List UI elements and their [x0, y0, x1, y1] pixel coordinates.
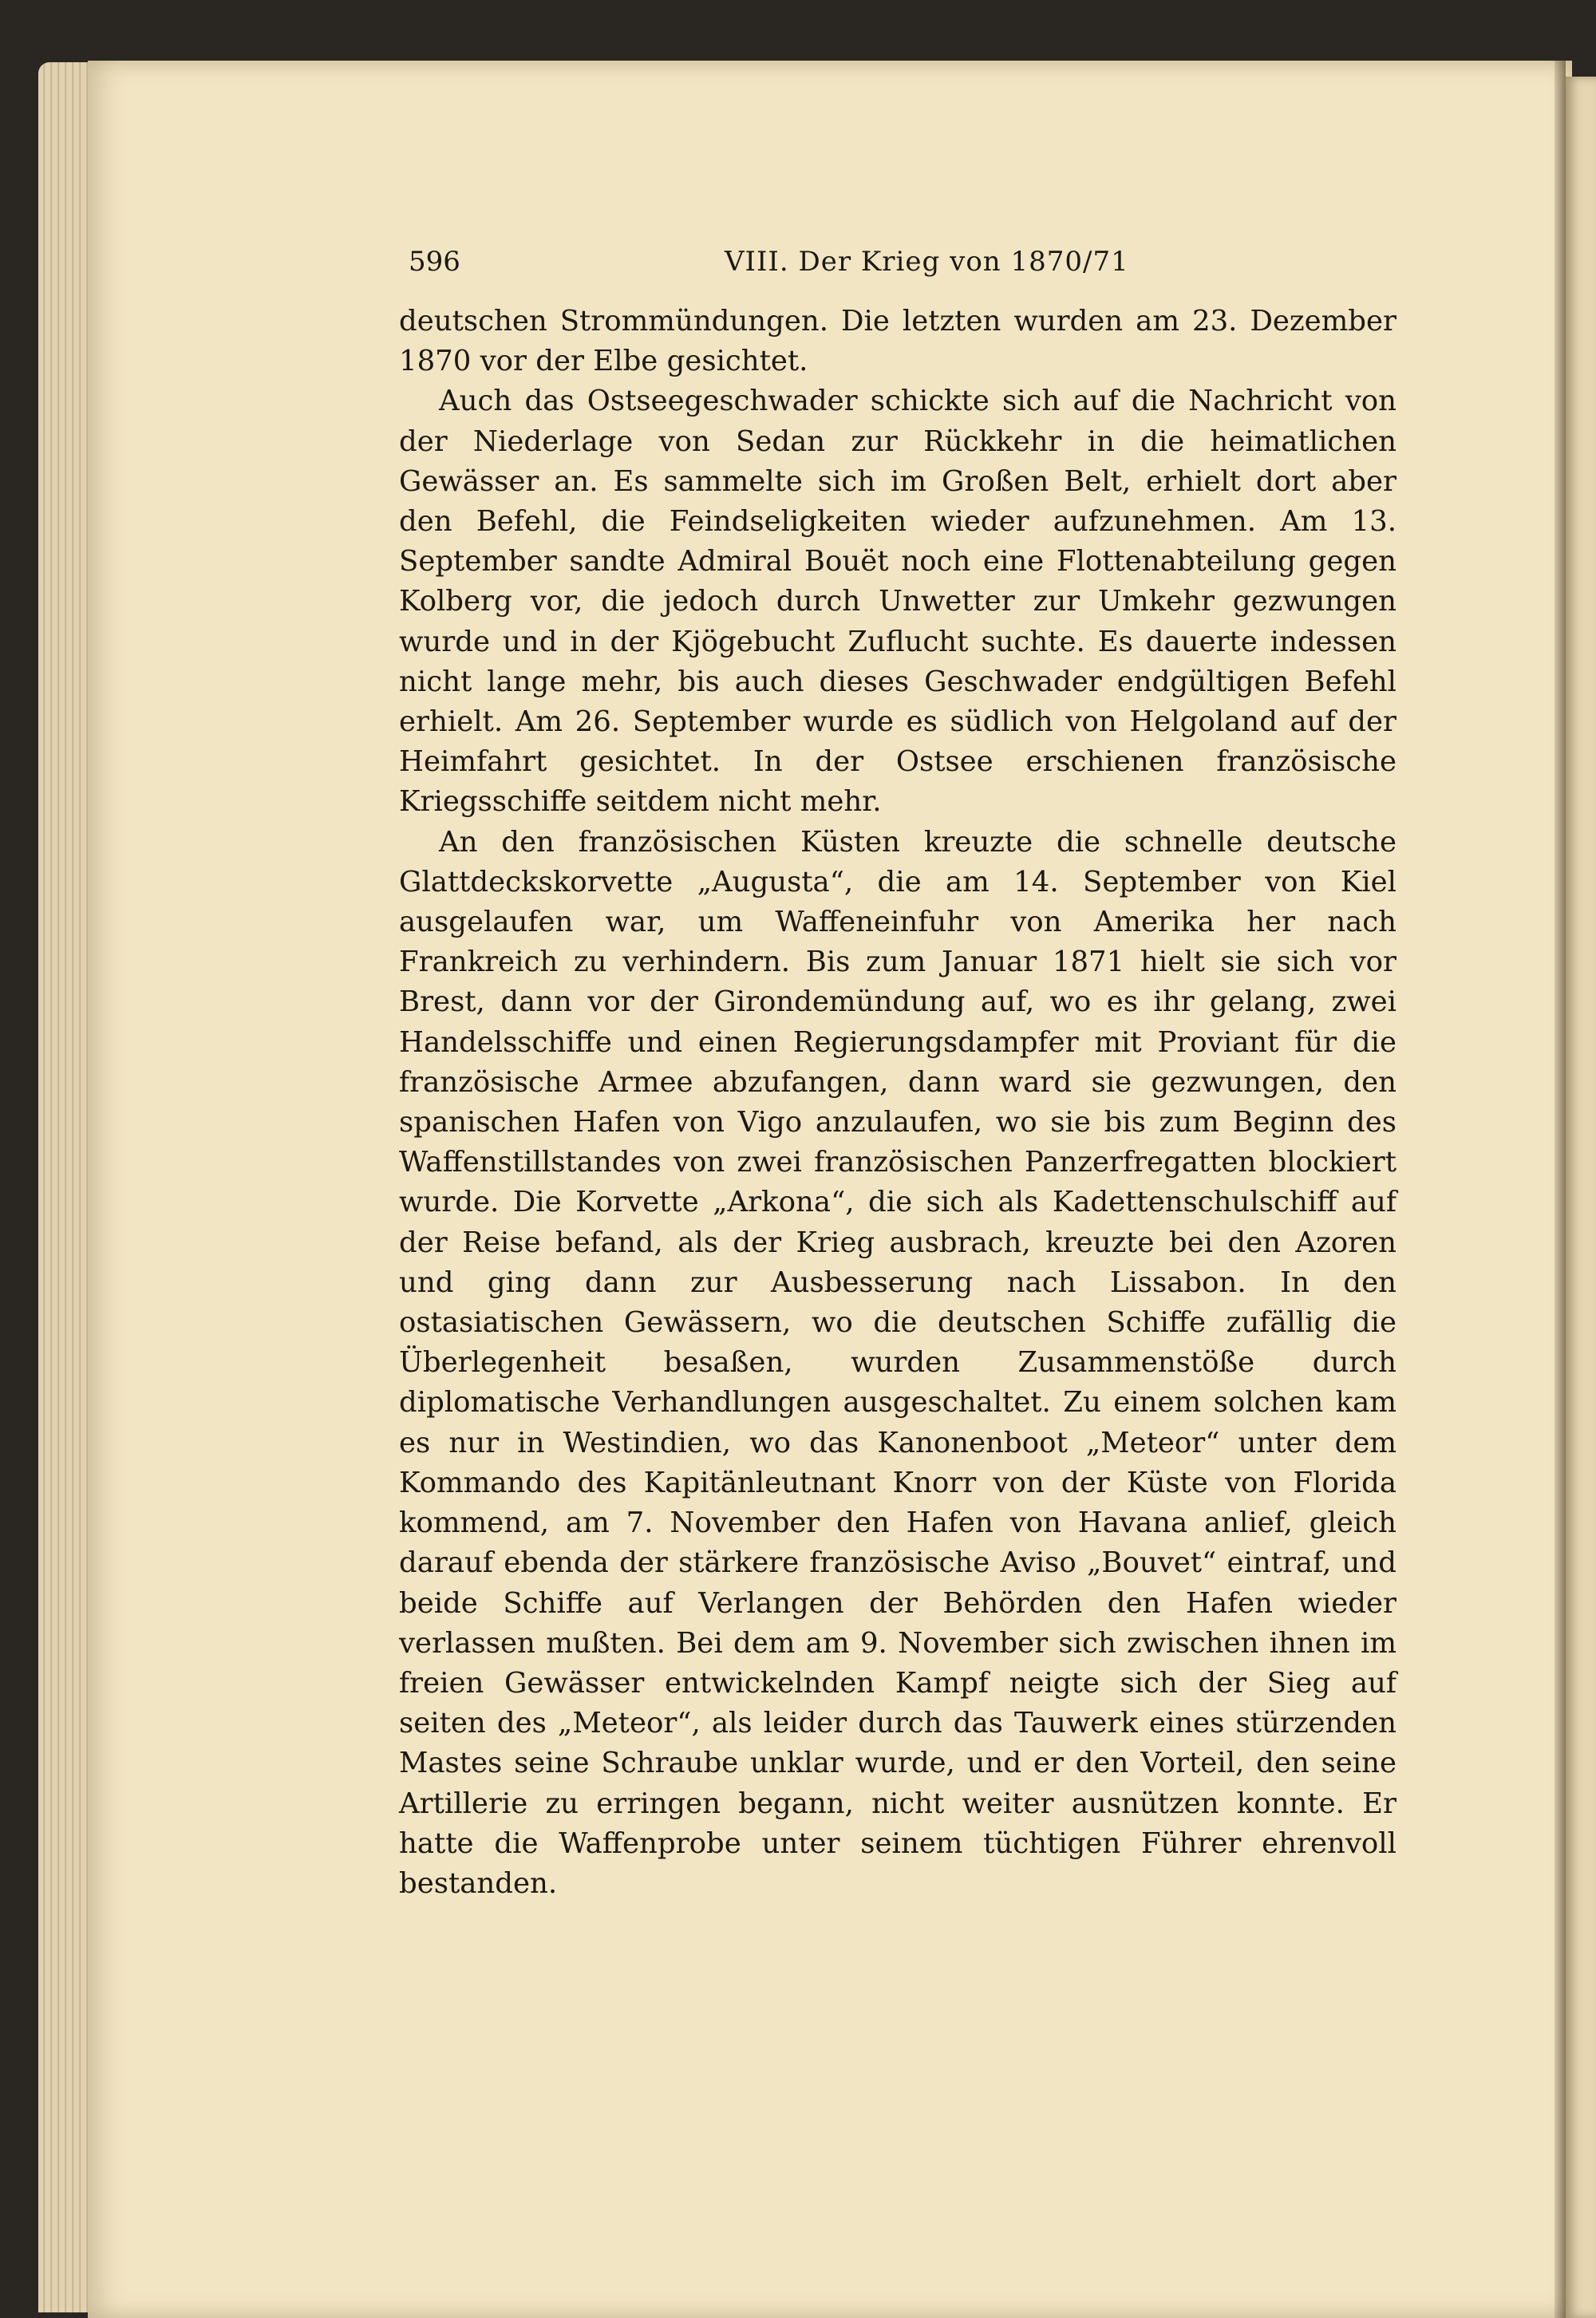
page-gutter — [1555, 61, 1566, 2318]
paragraph-1: deutschen Strommündungen. Die letzten wurden am 23. Dezember 1870 vor der Elbe gesichtet. — [399, 305, 1396, 378]
facing-page-edge — [1566, 77, 1596, 2318]
paragraph-3: An den französischen Küsten kreuzte die schnelle deutsche Glattdeckskorvette „Augusta“, die am 14. September von Kiel ausgelaufen war, um Waffeneinfuhr von Amerika her nach Frankreich zu verhindern. Bis zum Januar 1871 hielt sie sich vor Brest, dann vor der Girondemündung auf, wo es ihr gelang, zwei Handelsschiffe und einen Regierungsdampfer mit Proviant für die französische Armee abzufangen, dann ward sie gezwungen, den spanischen Hafen von Vigo anzulaufen, wo sie bis zum Beginn des Waffenstillstandes von zwei französischen Panzerfregatten blockiert wurde. Die Korvette „Arkona“, die sich als Kadettenschulschiff auf der Reise befand, als der Krieg ausbrach, kreuzte bei den Azoren und ging dann zur Ausbesserung nach Lissabon. In den ostasiatischen Gewässern, wo die deutschen Schiffe zufällig die Überlegenheit besaßen, wurden Zusammenstöße durch diplomatische Verhandlungen ausgeschaltet. Zu einem solchen kam es nur in Westindien, wo das Kanonenboot „Meteor“ unter dem Kommando des Kapitänleutnant Knorr von der Küste von Florida kommend, am 7. November den Hafen von Havana anlief, gleich darauf ebenda der stärkere französische Aviso „Bouvet“ eintraf, und beide Schiffe auf Verlangen der Behörden den Hafen wieder verlassen mußten. Bei dem am 9. November sich zwischen ihnen im freien Gewässer entwickelnden Kampf neigte sich der Sieg auf seiten des „Meteor“, als leider durch das Tauwerk eines stürzenden Mastes seine Schraube unklar wurde, und er den Vorteil, den seine Artillerie zu erringen begann, nicht weiter ausnützen konnte. Er hatte die Waffenprobe unter seinem tüchtigen Führer ehrenvoll bestanden. — [399, 825, 1396, 1900]
page-number: 596 — [409, 246, 460, 278]
paragraph-2: Auch das Ostseegeschwader schickte sich auf die Nachricht von der Niederlage von Sedan zur Rückkehr in die heimatlichen Gewässer an. Es sammelte sich im Großen Belt, erhielt dort aber den Befehl, die Feindseligkeiten wieder aufzunehmen. Am 13. September sandte Admiral Bouët noch eine Flottenabteilung gegen Kolberg vor, die jedoch durch Unwetter zur Umkehr gezwungen wurde und in der Kjögebucht Zuflucht suchte. Es dauerte indessen nicht lange mehr, bis auch dieses Geschwader endgültigen Befehl erhielt. Am 26. September wurde es südlich von Helgoland auf der Heimfahrt gesichtet. In der Ostsee erschienen französische Kriegsschiffe seitdem nicht mehr. — [399, 385, 1396, 819]
page-body — [399, 302, 1396, 1904]
running-title: VIII. Der Krieg von 1870/71 — [725, 246, 1129, 278]
page-header — [409, 246, 1398, 286]
